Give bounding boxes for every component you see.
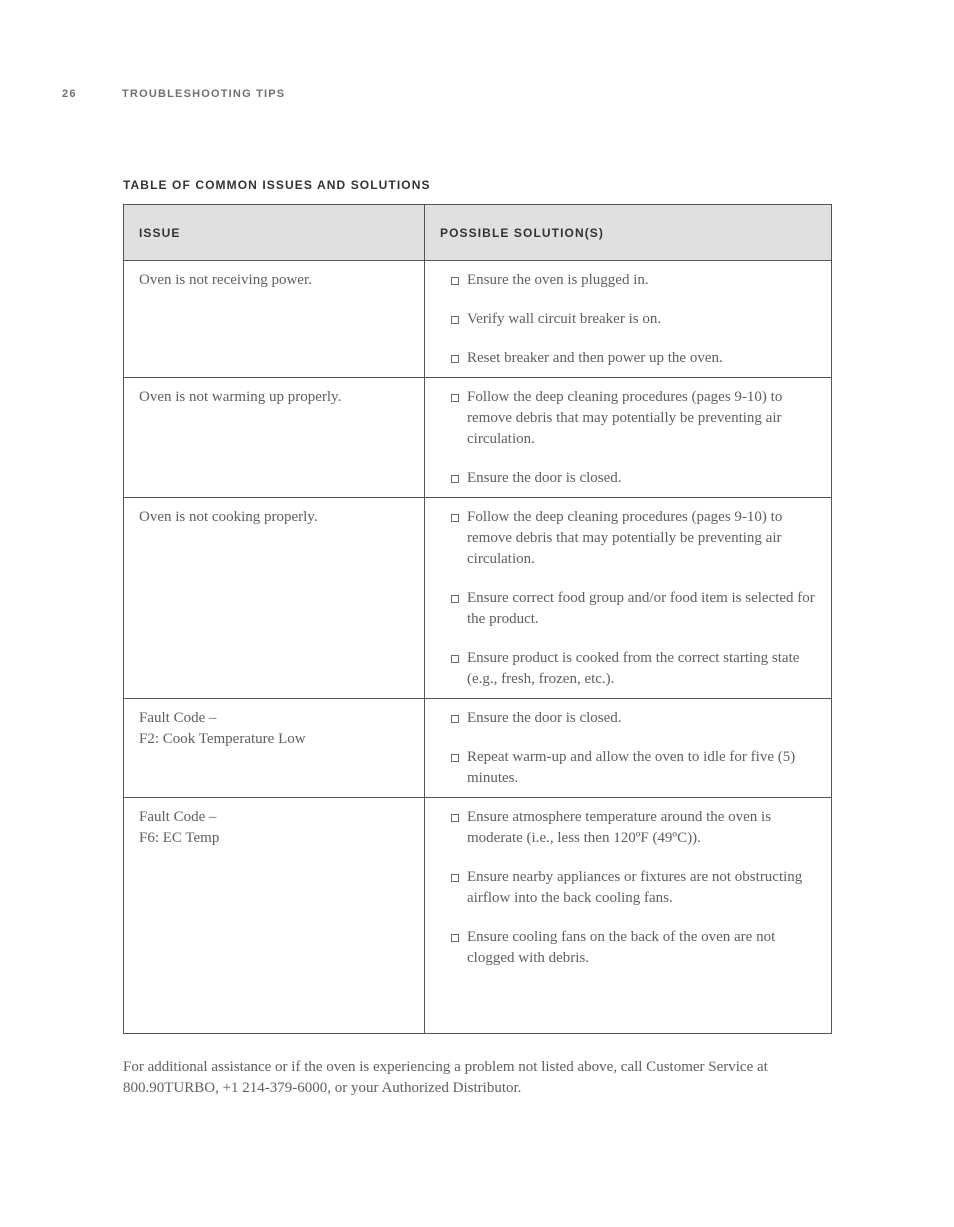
checkbox-bullet-icon [451, 715, 459, 723]
solution-text: Follow the deep cleaning procedures (pages 9-10) to remove debris that may potentially be preventing air circulation. [467, 509, 783, 567]
table-header-row [124, 205, 832, 261]
checkbox-bullet-icon [451, 394, 459, 402]
table-row [124, 498, 832, 699]
column-header-solution: POSSIBLE SOLUTION(S) [425, 205, 832, 261]
table-row [124, 261, 832, 378]
solution-item [451, 648, 821, 690]
solution-item [451, 747, 821, 789]
solution-text: Reset breaker and then power up the oven. [467, 350, 723, 366]
table-title: TABLE OF COMMON ISSUES AND SOLUTIONS [123, 178, 431, 192]
solution-cell [425, 498, 832, 699]
solution-item [451, 387, 821, 450]
page-number: 26 [62, 88, 77, 100]
page-header [62, 88, 285, 100]
issue-text: Oven is not cooking properly. [139, 509, 318, 525]
solution-text: Ensure the door is closed. [467, 710, 622, 726]
issues-table [123, 204, 832, 1034]
solution-text: Follow the deep cleaning procedures (pages 9-10) to remove debris that may potentially be preventing air circulation. [467, 389, 783, 447]
issue-text: Fault Code – [139, 710, 217, 726]
table-row [124, 378, 832, 498]
checkbox-bullet-icon [451, 355, 459, 363]
solution-item [451, 927, 821, 969]
checkbox-bullet-icon [451, 514, 459, 522]
solution-list [451, 708, 821, 789]
solution-item [451, 708, 821, 729]
solution-item [451, 507, 821, 570]
solution-item [451, 468, 821, 489]
solution-text: Ensure correct food group and/or food item is selected for the product. [467, 590, 815, 627]
table-row [124, 798, 832, 1034]
checkbox-bullet-icon [451, 316, 459, 324]
issue-text: Oven is not receiving power. [139, 272, 312, 288]
checkbox-bullet-icon [451, 595, 459, 603]
issue-text: F6: EC Temp [139, 830, 220, 846]
solution-cell [425, 378, 832, 498]
issue-cell [124, 699, 425, 798]
checkbox-bullet-icon [451, 277, 459, 285]
solution-cell [425, 798, 832, 1034]
table-body [124, 261, 832, 1034]
issue-cell [124, 498, 425, 699]
checkbox-bullet-icon [451, 475, 459, 483]
table-row [124, 699, 832, 798]
column-header-issue: ISSUE [124, 205, 425, 261]
solution-text: Repeat warm-up and allow the oven to idle for five (5) minutes. [467, 749, 796, 786]
solution-list [451, 387, 821, 489]
issue-text: F2: Cook Temperature Low [139, 731, 306, 747]
issue-text: Oven is not warming up properly. [139, 389, 342, 405]
solution-item [451, 588, 821, 630]
solution-text: Ensure the oven is plugged in. [467, 272, 649, 288]
footer-note: For additional assistance or if the oven is experiencing a problem not listed above, call Customer Service at 800.90TURBO, +1 214-379-6000, or your Authorized Distributor. [123, 1059, 768, 1096]
solution-text: Ensure the door is closed. [467, 470, 622, 486]
solution-text: Verify wall circuit breaker is on. [467, 311, 662, 327]
issue-cell [124, 378, 425, 498]
solution-text: Ensure product is cooked from the correct starting state (e.g., fresh, frozen, etc.). [467, 650, 800, 687]
checkbox-bullet-icon [451, 934, 459, 942]
solution-item [451, 807, 821, 849]
solution-item [451, 867, 821, 909]
solution-text: Ensure nearby appliances or fixtures are not obstructing airflow into the back cooling fans. [467, 869, 803, 906]
checkbox-bullet-icon [451, 814, 459, 822]
issue-cell [124, 261, 425, 378]
solution-item [451, 309, 821, 330]
solution-cell [425, 699, 832, 798]
solution-item [451, 348, 821, 369]
solution-text: Ensure atmosphere temperature around the oven is moderate (i.e., less then 120ºF (49ºC)). [467, 809, 772, 846]
solution-cell [425, 261, 832, 378]
checkbox-bullet-icon [451, 655, 459, 663]
issue-text: Fault Code – [139, 809, 217, 825]
section-title-header: TROUBLESHOOTING TIPS [122, 88, 286, 100]
issue-cell [124, 798, 425, 1034]
solution-list [451, 270, 821, 369]
solution-list [451, 507, 821, 690]
checkbox-bullet-icon [451, 754, 459, 762]
checkbox-bullet-icon [451, 874, 459, 882]
solution-item [451, 270, 821, 291]
solution-text: Ensure cooling fans on the back of the oven are not clogged with debris. [467, 929, 776, 966]
solution-list [451, 807, 821, 969]
